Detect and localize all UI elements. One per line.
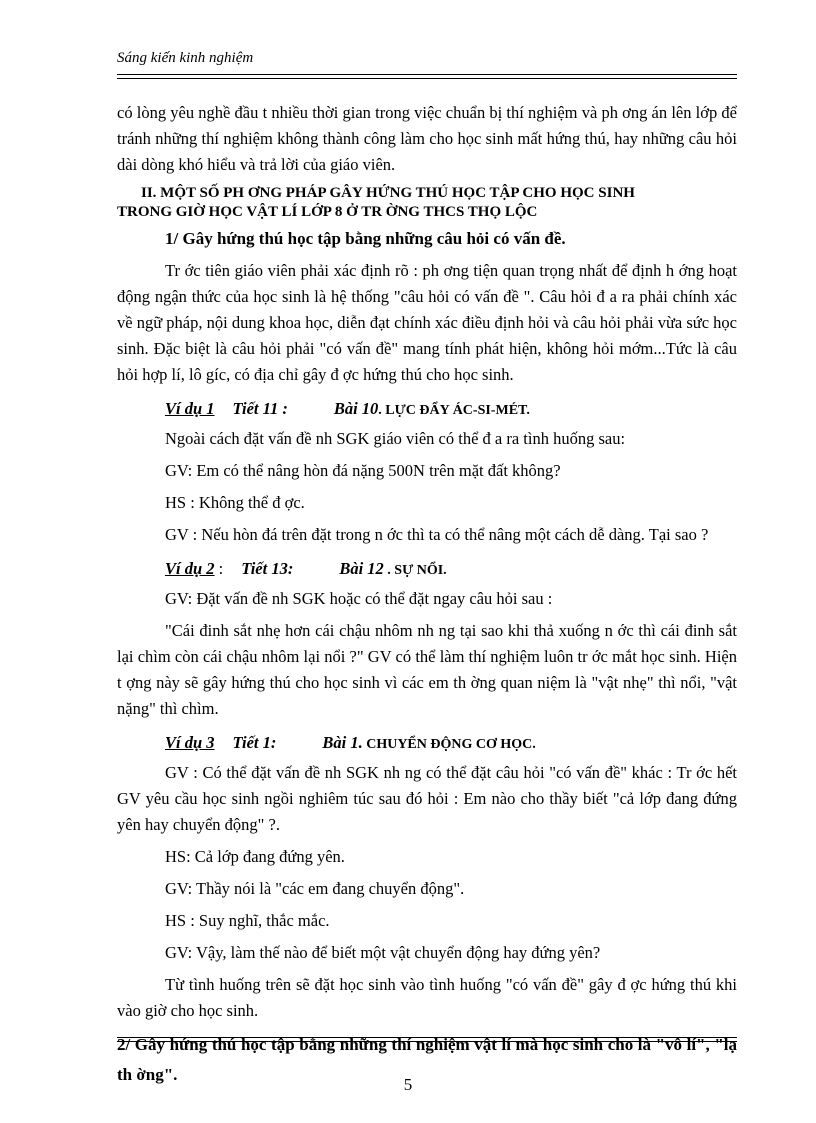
example-label: Ví dụ 2 xyxy=(165,559,215,578)
footer-rule-2 xyxy=(117,1041,737,1042)
paragraph: GV : Có thể đặt vấn đề nh SGK nh ng có thể đặt câu hỏi "có vấn đề" khác : Tr ớc hết GV yêu cầu học sinh ngồi nghiêm túc sau đó hỏi : Em nào cho thầy biết "cả lớp đang đứng yên hay chuyển động" ?. xyxy=(117,763,737,834)
paragraph: GV: Đặt vấn đề nh SGK hoặc có thể đặt ngay câu hỏi sau : xyxy=(165,589,553,608)
example-label: Ví dụ 1 xyxy=(165,399,215,418)
paragraph: GV: Em có thể nâng hòn đá nặng 500N trên mặt đất không? xyxy=(165,461,561,480)
subsection-heading-2: 2/ Gây hứng thú học tập bằng những thí nghiệm vật lí mà học sinh cho là "vô lí", "lạ th ờng". xyxy=(117,1035,737,1084)
lesson-period: Tiết 13: xyxy=(241,559,294,578)
example-label: Ví dụ 3 xyxy=(165,733,215,752)
lesson-period: Tiết 11 : xyxy=(232,399,288,418)
paragraph: "Cái đinh sắt nhẹ hơn cái chậu nhôm nh ng tại sao khi thả xuống n ớc thì cái đinh sắt lại chìm còn cái chậu nhôm lại nổi ?" GV có thể làm thí nghiệm luôn tr ớc mắt học sinh. Hiện t ợng này sẽ gây hứng thú cho học sinh vì các em th ờng quan niệm là "vật nhẹ" thì nổi, "vật nặng" thì chìm. xyxy=(117,621,737,718)
lesson-period: Tiết 1: xyxy=(232,733,277,752)
lesson-title: CHUYỂN ĐỘNG CƠ HỌC. xyxy=(362,737,536,752)
paragraph: Tr ớc tiên giáo viên phải xác định rõ : ph ơng tiện quan trọng nhất để định h ớng hoạt động ngận thức của học sinh là hệ thống "câu hỏi có vấn đề ". Câu hỏi đ a ra phải chính xác về ngữ pháp, nội dung khoa học, diễn đạt chính xác điều định hỏi và câu hỏi phải vừa sức học sinh. Đặc biệt là câu hỏi phải "có vấn đề" mang tính phát hiện, không hỏi mớm...Tức là câu hỏi hợp lí, lô gíc, có địa chỉ gây đ ợc hứng thú cho học sinh. xyxy=(117,261,737,384)
header-rule xyxy=(117,74,737,75)
example-heading-1 xyxy=(117,396,737,424)
lesson-title: . SỰ NỔI. xyxy=(383,563,447,578)
paragraph: HS : Suy nghĩ, thắc mắc. xyxy=(165,911,330,930)
example-heading-3 xyxy=(117,730,737,758)
lesson-title: . LỰC ĐẨY ÁC-SI-MÉT. xyxy=(378,403,530,418)
lesson-number: Bài 12 xyxy=(339,559,384,578)
subsection-heading: 1/ Gây hứng thú học tập bằng những câu hỏi có vấn đề. xyxy=(165,229,566,248)
paragraph: Ngoài cách đặt vấn đề nh SGK giáo viên có thể đ a ra tình huống sau: xyxy=(165,429,626,448)
paragraph: Từ tình huống trên sẽ đặt học sinh vào tình huống "có vấn đề" gây đ ợc hứng thú khi vào giờ cho học sinh. xyxy=(117,975,737,1020)
paragraph: GV : Nếu hòn đá trên đặt trong n ớc thì ta có thể nâng một cách dễ dàng. Tại sao ? xyxy=(165,525,709,544)
paragraph: GV: Vậy, làm thế nào để biết một vật chuyển động hay đứng yên? xyxy=(165,943,601,962)
lesson-number: Bài 10 xyxy=(333,399,379,418)
lesson-number: Bài 1. xyxy=(322,733,363,752)
header-rule-2 xyxy=(117,78,737,79)
page-number: 5 xyxy=(403,1075,413,1094)
footer-rule xyxy=(117,1037,737,1038)
section-heading-line-1: II. MỘT SỐ PH ƠNG PHÁP GÂY HỨNG THÚ HỌC TẬP CHO HỌC SINH xyxy=(141,185,635,201)
running-header: Sáng kiến kinh nghiệm xyxy=(117,50,254,66)
section-heading-line-2: TRONG GIỜ HỌC VẬT LÍ LỚP 8 Ở TR ỜNG THCS THỌ LỘC xyxy=(117,204,538,220)
example-colon: : xyxy=(214,559,224,578)
paragraph: HS: Cả lớp đang đứng yên. xyxy=(165,847,345,866)
paragraph: có lòng yêu nghề đầu t nhiều thời gian trong việc chuẩn bị thí nghiệm và ph ơng án lên lớp để tránh những thí nghiệm không thành công làm cho học sinh mất hứng thú, hay những câu hỏi dài dòng khó hiểu và trả lời của giáo viên. xyxy=(117,103,737,174)
page-body xyxy=(117,100,737,1090)
paragraph: GV: Thầy nói là "các em đang chuyển động". xyxy=(165,879,465,898)
paragraph: HS : Không thể đ ợc. xyxy=(165,493,305,512)
example-heading-2 xyxy=(117,556,737,584)
